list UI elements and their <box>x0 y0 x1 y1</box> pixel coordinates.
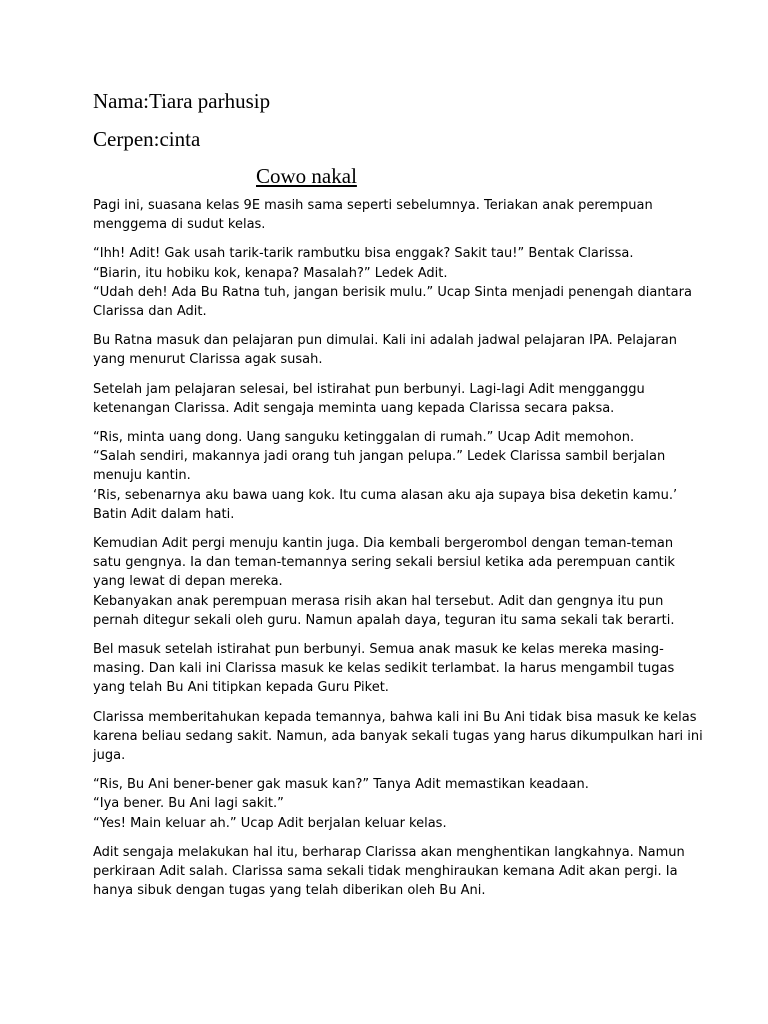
story-paragraph <box>93 534 693 630</box>
paragraph-line: juga. <box>93 748 126 764</box>
paragraph-line: Adit sengaja melakukan hal itu, berharap Clarissa akan menghentikan langkahnya. Namun <box>93 844 685 860</box>
paragraph-line: satu gengnya. Ia dan teman-temannya sering sekali bersiul ketika ada perempuan cantik <box>93 555 675 571</box>
paragraph-line: “Iya bener. Bu Ani lagi sakit.” <box>93 796 284 812</box>
paragraph-line: ‘Ris, sebenarnya aku bawa uang kok. Itu cuma alasan aku aja supaya bisa deketin kamu.’ <box>93 487 678 503</box>
paragraph-line: Kebanyakan anak perempuan merasa risih akan hal tersebut. Adit dan gengnya itu pun <box>93 593 664 609</box>
author-name-heading: Nama:Tiara parhusip <box>93 89 271 113</box>
story-paragraph <box>93 640 693 698</box>
paragraph-line: Kemudian Adit pergi menuju kantin juga. Dia kembali bergerombol dengan teman-teman <box>93 536 674 552</box>
paragraph-line: “Udah deh! Ada Bu Ratna tuh, jangan berisik mulu.” Ucap Sinta menjadi penengah diantara <box>93 284 692 300</box>
story-paragraph <box>93 380 693 418</box>
paragraph-line: Clarissa dan Adit. <box>93 304 207 320</box>
paragraph-line: “Ris, minta uang dong. Uang sanguku ketinggalan di rumah.” Ucap Adit memohon. <box>93 430 635 446</box>
paragraph-line: yang menurut Clarissa agak susah. <box>93 352 323 368</box>
story-body <box>93 196 703 911</box>
paragraph-line: Bel masuk setelah istirahat pun berbunyi. Semua anak masuk ke kelas mereka masing- <box>93 642 664 658</box>
paragraph-line: Pagi ini, suasana kelas 9E masih sama seperti sebelumnya. Teriakan anak perempuan <box>93 198 653 213</box>
paragraph-line: menggema di sudut kelas. <box>93 217 266 233</box>
story-paragraph <box>93 843 693 901</box>
story-title: Cowo nakal <box>256 164 357 188</box>
story-paragraph <box>93 196 693 234</box>
story-paragraph <box>93 775 693 833</box>
paragraph-line: pernah ditegur sekali oleh guru. Namun apalah daya, teguran itu sama sekali tak berarti. <box>93 612 675 628</box>
story-paragraph <box>93 331 693 369</box>
paragraph-line: yang lewat di depan mereka. <box>93 574 283 590</box>
paragraph-line: Bu Ratna masuk dan pelajaran pun dimulai. Kali ini adalah jadwal pelajaran IPA. Pelajaran <box>93 333 677 349</box>
story-paragraph <box>93 428 693 524</box>
paragraph-line: “Salah sendiri, makannya jadi orang tuh jangan pelupa.” Ledek Clarissa sambil berjalan <box>93 449 666 465</box>
paragraph-line: ketenangan Clarissa. Adit sengaja meminta uang kepada Clarissa secara paksa. <box>93 400 615 416</box>
paragraph-line: perkiraan Adit salah. Clarissa sama sekali tidak menghiraukan kemana Adit akan pergi. Ia <box>93 864 678 880</box>
paragraph-line: “Ihh! Adit! Gak usah tarik-tarik rambutku bisa enggak? Sakit tau!” Bentak Clarissa. <box>93 246 634 262</box>
paragraph-line: masing. Dan kali ini Clarissa masuk ke kelas sedikit terlambat. Ia harus mengambil tugas <box>93 661 675 677</box>
paragraph-line: Batin Adit dalam hati. <box>93 506 235 522</box>
paragraph-line: Setelah jam pelajaran selesai, bel istirahat pun berbunyi. Lagi-lagi Adit mengganggu <box>93 381 645 397</box>
story-paragraph <box>93 708 703 766</box>
story-paragraph <box>93 244 693 321</box>
paragraph-line: “Ris, Bu Ani bener-bener gak masuk kan?” Tanya Adit memastikan keadaan. <box>93 777 589 793</box>
paragraph-line: “Yes! Main keluar ah.” Ucap Adit berjalan keluar kelas. <box>93 815 447 831</box>
paragraph-line: menuju kantin. <box>93 468 191 484</box>
paragraph-line: yang telah Bu Ani titipkan kepada Guru Piket. <box>93 680 389 696</box>
paragraph-line: Clarissa memberitahukan kepada temannya, bahwa kali ini Bu Ani tidak bisa masuk ke kelas <box>93 709 697 725</box>
genre-heading: Cerpen:cinta <box>93 127 201 151</box>
paragraph-line: karena beliau sedang sakit. Namun, ada banyak sekali tugas yang harus dikumpulkan hari ini <box>93 728 703 744</box>
paragraph-line: hanya sibuk dengan tugas yang telah diberikan oleh Bu Ani. <box>93 883 486 899</box>
paragraph-line: “Biarin, itu hobiku kok, kenapa? Masalah?” Ledek Adit. <box>93 265 448 281</box>
